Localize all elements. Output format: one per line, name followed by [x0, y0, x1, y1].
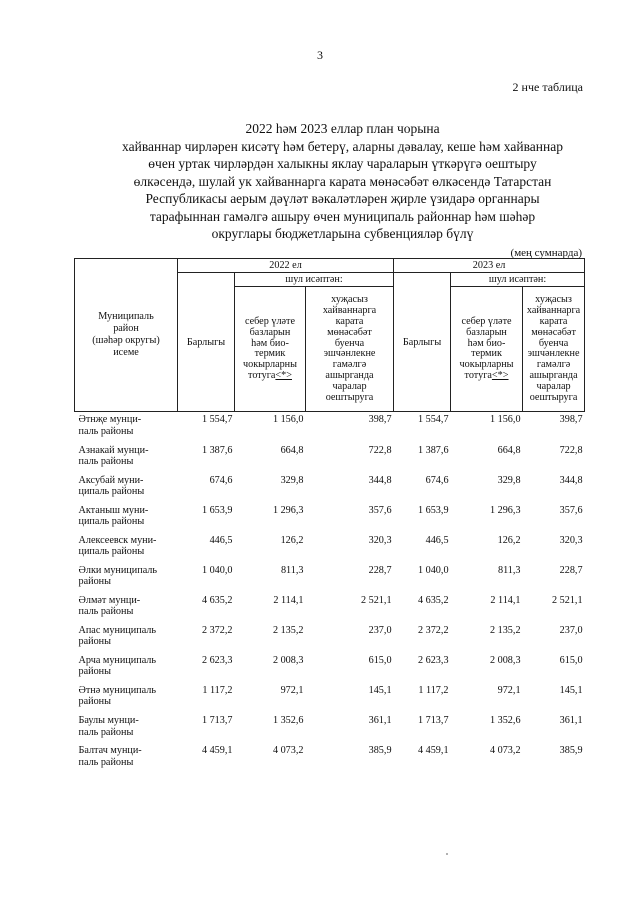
header-stray-animals-2022: хуҗасыз хайваннарга карата мөнәсәбәт буенча эшчәнлекне гамәлгә ашырганда чаралар оештыруга [306, 287, 394, 412]
header-year-2023: 2023 ел [394, 259, 585, 273]
total-2023-cell: 4 459,1 [417, 745, 449, 757]
stray-animals-2023-cell: 385,9 [559, 745, 583, 757]
biothermal-2023-cell: 1 156,0 [489, 414, 521, 426]
stray-animals-2022-cell: 320,3 [368, 534, 392, 546]
unit-note: (мең сумнарда) [510, 247, 582, 259]
subvention-table [74, 258, 585, 774]
biothermal-2023-cell: 329,8 [497, 474, 521, 486]
total-2023-cell: 446,5 [425, 534, 449, 546]
biothermal-2023-cell: 664,8 [497, 444, 521, 456]
table-number-label: 2 нче таблица [512, 80, 583, 94]
table-row [75, 623, 585, 653]
title-line: өлкәсендә, шулай ук хайваннарга карата мөнәсәбәт өлкәсендә Татарстан [133, 173, 552, 189]
total-2022-cell: 2 372,2 [201, 625, 233, 637]
biothermal-2023-cell: 1 352,6 [489, 715, 521, 727]
title-line: хайваннар чирләрен кисәтү һәм бетерү, аларны дәвалау, кеше һәм хайваннар [122, 138, 563, 154]
total-2023-cell: 1 040,0 [417, 564, 449, 576]
biothermal-2022-cell: 1 352,6 [272, 715, 304, 727]
stray-animals-2023-cell: 344,8 [559, 474, 583, 486]
stray-animals-2023-cell: 398,7 [559, 414, 583, 426]
stray-animals-2022-cell: 615,0 [368, 655, 392, 667]
stray-animals-2023-cell: 361,1 [559, 715, 583, 727]
table-row [75, 503, 585, 533]
header-including-2023: шул исәптән: [451, 273, 585, 287]
title-line: 2022 һәм 2023 еллар план чорына [245, 121, 440, 136]
total-2022-cell: 2 623,3 [201, 655, 233, 667]
stray-animals-2022-cell: 722,8 [368, 444, 392, 456]
biothermal-2022-cell: 972,1 [280, 685, 304, 697]
total-2022-cell: 4 635,2 [201, 594, 233, 606]
stray-animals-2022-cell: 237,0 [368, 625, 392, 637]
stray-animals-2023-cell: 615,0 [559, 655, 583, 667]
stray-animals-2022-cell: 228,7 [368, 564, 392, 576]
table-row [75, 473, 585, 503]
biothermal-2023-cell: 1 296,3 [489, 504, 521, 516]
title-line: тарафыннан гамәлгә ашыру өчен муниципаль районнар һәм шәһәр [149, 208, 536, 224]
scan-speck [446, 853, 448, 855]
stray-animals-2022-cell: 357,6 [368, 504, 392, 516]
stray-animals-2023-cell: 228,7 [559, 564, 583, 576]
stray-animals-2022-cell: 2 521,1 [360, 594, 392, 606]
municipality-name: Әтнҗе мунци- паль районы [78, 414, 142, 437]
biothermal-2022-cell: 2 114,1 [273, 594, 304, 606]
total-2023-cell: 4 635,2 [417, 594, 449, 606]
biothermal-2022-cell: 2 135,2 [272, 625, 304, 637]
table-row [75, 683, 585, 713]
stray-animals-2023-cell: 320,3 [559, 534, 583, 546]
header-total-2022: Барлыгы [178, 273, 235, 412]
total-2022-cell: 1 713,7 [201, 715, 233, 727]
table-row [75, 713, 585, 743]
total-2023-cell: 1 554,7 [417, 414, 449, 426]
total-2022-cell: 1 387,6 [201, 444, 233, 456]
header-stray-animals-2023: хуҗасыз хайваннарга карата мөнәсәбәт буенча эшчәнлекне гамәлгә ашырганда чаралар оештыруга [523, 287, 585, 412]
table-row [75, 653, 585, 683]
municipality-name: Балтач мунци- паль районы [78, 745, 142, 768]
table-body [75, 412, 585, 774]
stray-animals-2023-cell: 357,6 [559, 504, 583, 516]
table-row [75, 533, 585, 563]
stray-animals-2022-cell: 398,7 [368, 414, 392, 426]
header-year-2022: 2022 ел [178, 259, 394, 273]
biothermal-2022-cell: 329,8 [280, 474, 304, 486]
municipality-name: Азнакай мунци- паль районы [78, 444, 149, 467]
biothermal-2022-cell: 2 008,3 [272, 655, 304, 667]
stray-animals-2022-cell: 385,9 [368, 745, 392, 757]
stray-animals-2023-cell: 145,1 [559, 685, 583, 697]
table-row [75, 743, 585, 773]
municipality-name: Алексеевск муни- ципаль районы [78, 534, 157, 557]
total-2022-cell: 1 117,2 [202, 685, 233, 697]
total-2023-cell: 674,6 [425, 474, 449, 486]
header-municipality: Муниципаль район (шәһәр округы) исеме [75, 259, 178, 412]
biothermal-2023-cell: 811,3 [497, 564, 521, 576]
header-total-2023: Барлыгы [394, 273, 451, 412]
biothermal-2022-cell: 126,2 [280, 534, 304, 546]
biothermal-2023-cell: 4 073,2 [489, 745, 521, 757]
biothermal-2022-cell: 811,3 [280, 564, 304, 576]
biothermal-2023-cell: 126,2 [497, 534, 521, 546]
table-row [75, 563, 585, 593]
title-line: Республикасы аерым дәүләт вәкаләтләрен җирле үзидарә органнары [145, 191, 540, 206]
title-line: округлары бюджетларына субвенцияләр бүлү [211, 226, 474, 241]
table-row [75, 443, 585, 473]
municipality-name: Әлмәт мунци- паль районы [78, 594, 141, 618]
biothermal-2022-cell: 1 296,3 [272, 504, 304, 516]
municipality-name: Арча муниципаль районы [78, 655, 157, 678]
total-2023-cell: 1 653,9 [417, 504, 449, 516]
total-2022-cell: 1 653,9 [201, 504, 233, 516]
biothermal-2023-cell: 2 114,1 [490, 594, 521, 606]
biothermal-2023-cell: 2 135,2 [489, 625, 521, 637]
stray-animals-2022-cell: 344,8 [368, 474, 392, 486]
stray-animals-2022-cell: 145,1 [368, 685, 392, 697]
stray-animals-2023-cell: 2 521,1 [552, 594, 583, 606]
municipality-name: Әлки муниципаль районы [78, 564, 158, 588]
header-biothermal-2023: себер үләте базларын һәм био- термик чокырларны тотуга<*> [451, 287, 523, 412]
municipality-name: Әтнә муниципаль районы [78, 685, 156, 708]
total-2023-cell: 1 387,6 [417, 444, 449, 456]
biothermal-2023-cell: 972,1 [497, 685, 521, 697]
biothermal-2023-cell: 2 008,3 [489, 655, 521, 667]
total-2022-cell: 446,5 [209, 534, 233, 546]
title-line: өчен уртак чирләрдән халыкны яклау чараларын үткәрүгә оештыру [148, 156, 537, 171]
municipality-name: Баулы мунци- паль районы [78, 715, 139, 738]
municipality-name: Аксубай муни- ципаль районы [78, 474, 145, 497]
total-2023-cell: 2 372,2 [417, 625, 449, 637]
header-including-2022: шул исәптән: [235, 273, 394, 287]
table-row [75, 412, 585, 443]
table-row [75, 593, 585, 623]
total-2023-cell: 1 117,2 [418, 685, 449, 697]
stray-animals-2023-cell: 237,0 [559, 625, 583, 637]
stray-animals-2022-cell: 361,1 [368, 715, 392, 727]
stray-animals-2023-cell: 722,8 [559, 444, 583, 456]
total-2023-cell: 2 623,3 [417, 655, 449, 667]
biothermal-2022-cell: 4 073,2 [272, 745, 304, 757]
document-title [90, 120, 595, 243]
total-2022-cell: 1 554,7 [201, 414, 233, 426]
biothermal-2022-cell: 1 156,0 [272, 414, 304, 426]
page-number: 3 [317, 48, 323, 62]
total-2022-cell: 674,6 [209, 474, 233, 486]
total-2022-cell: 4 459,1 [201, 745, 233, 757]
total-2023-cell: 1 713,7 [417, 715, 449, 727]
biothermal-2022-cell: 664,8 [280, 444, 304, 456]
municipality-name: Актаныш муни- ципаль районы [78, 504, 149, 527]
total-2022-cell: 1 040,0 [201, 564, 233, 576]
municipality-name: Апас муниципаль районы [78, 625, 157, 648]
header-biothermal-2022: себер үләте базларын һәм био- термик чокырларны тотуга<*> [235, 287, 306, 412]
